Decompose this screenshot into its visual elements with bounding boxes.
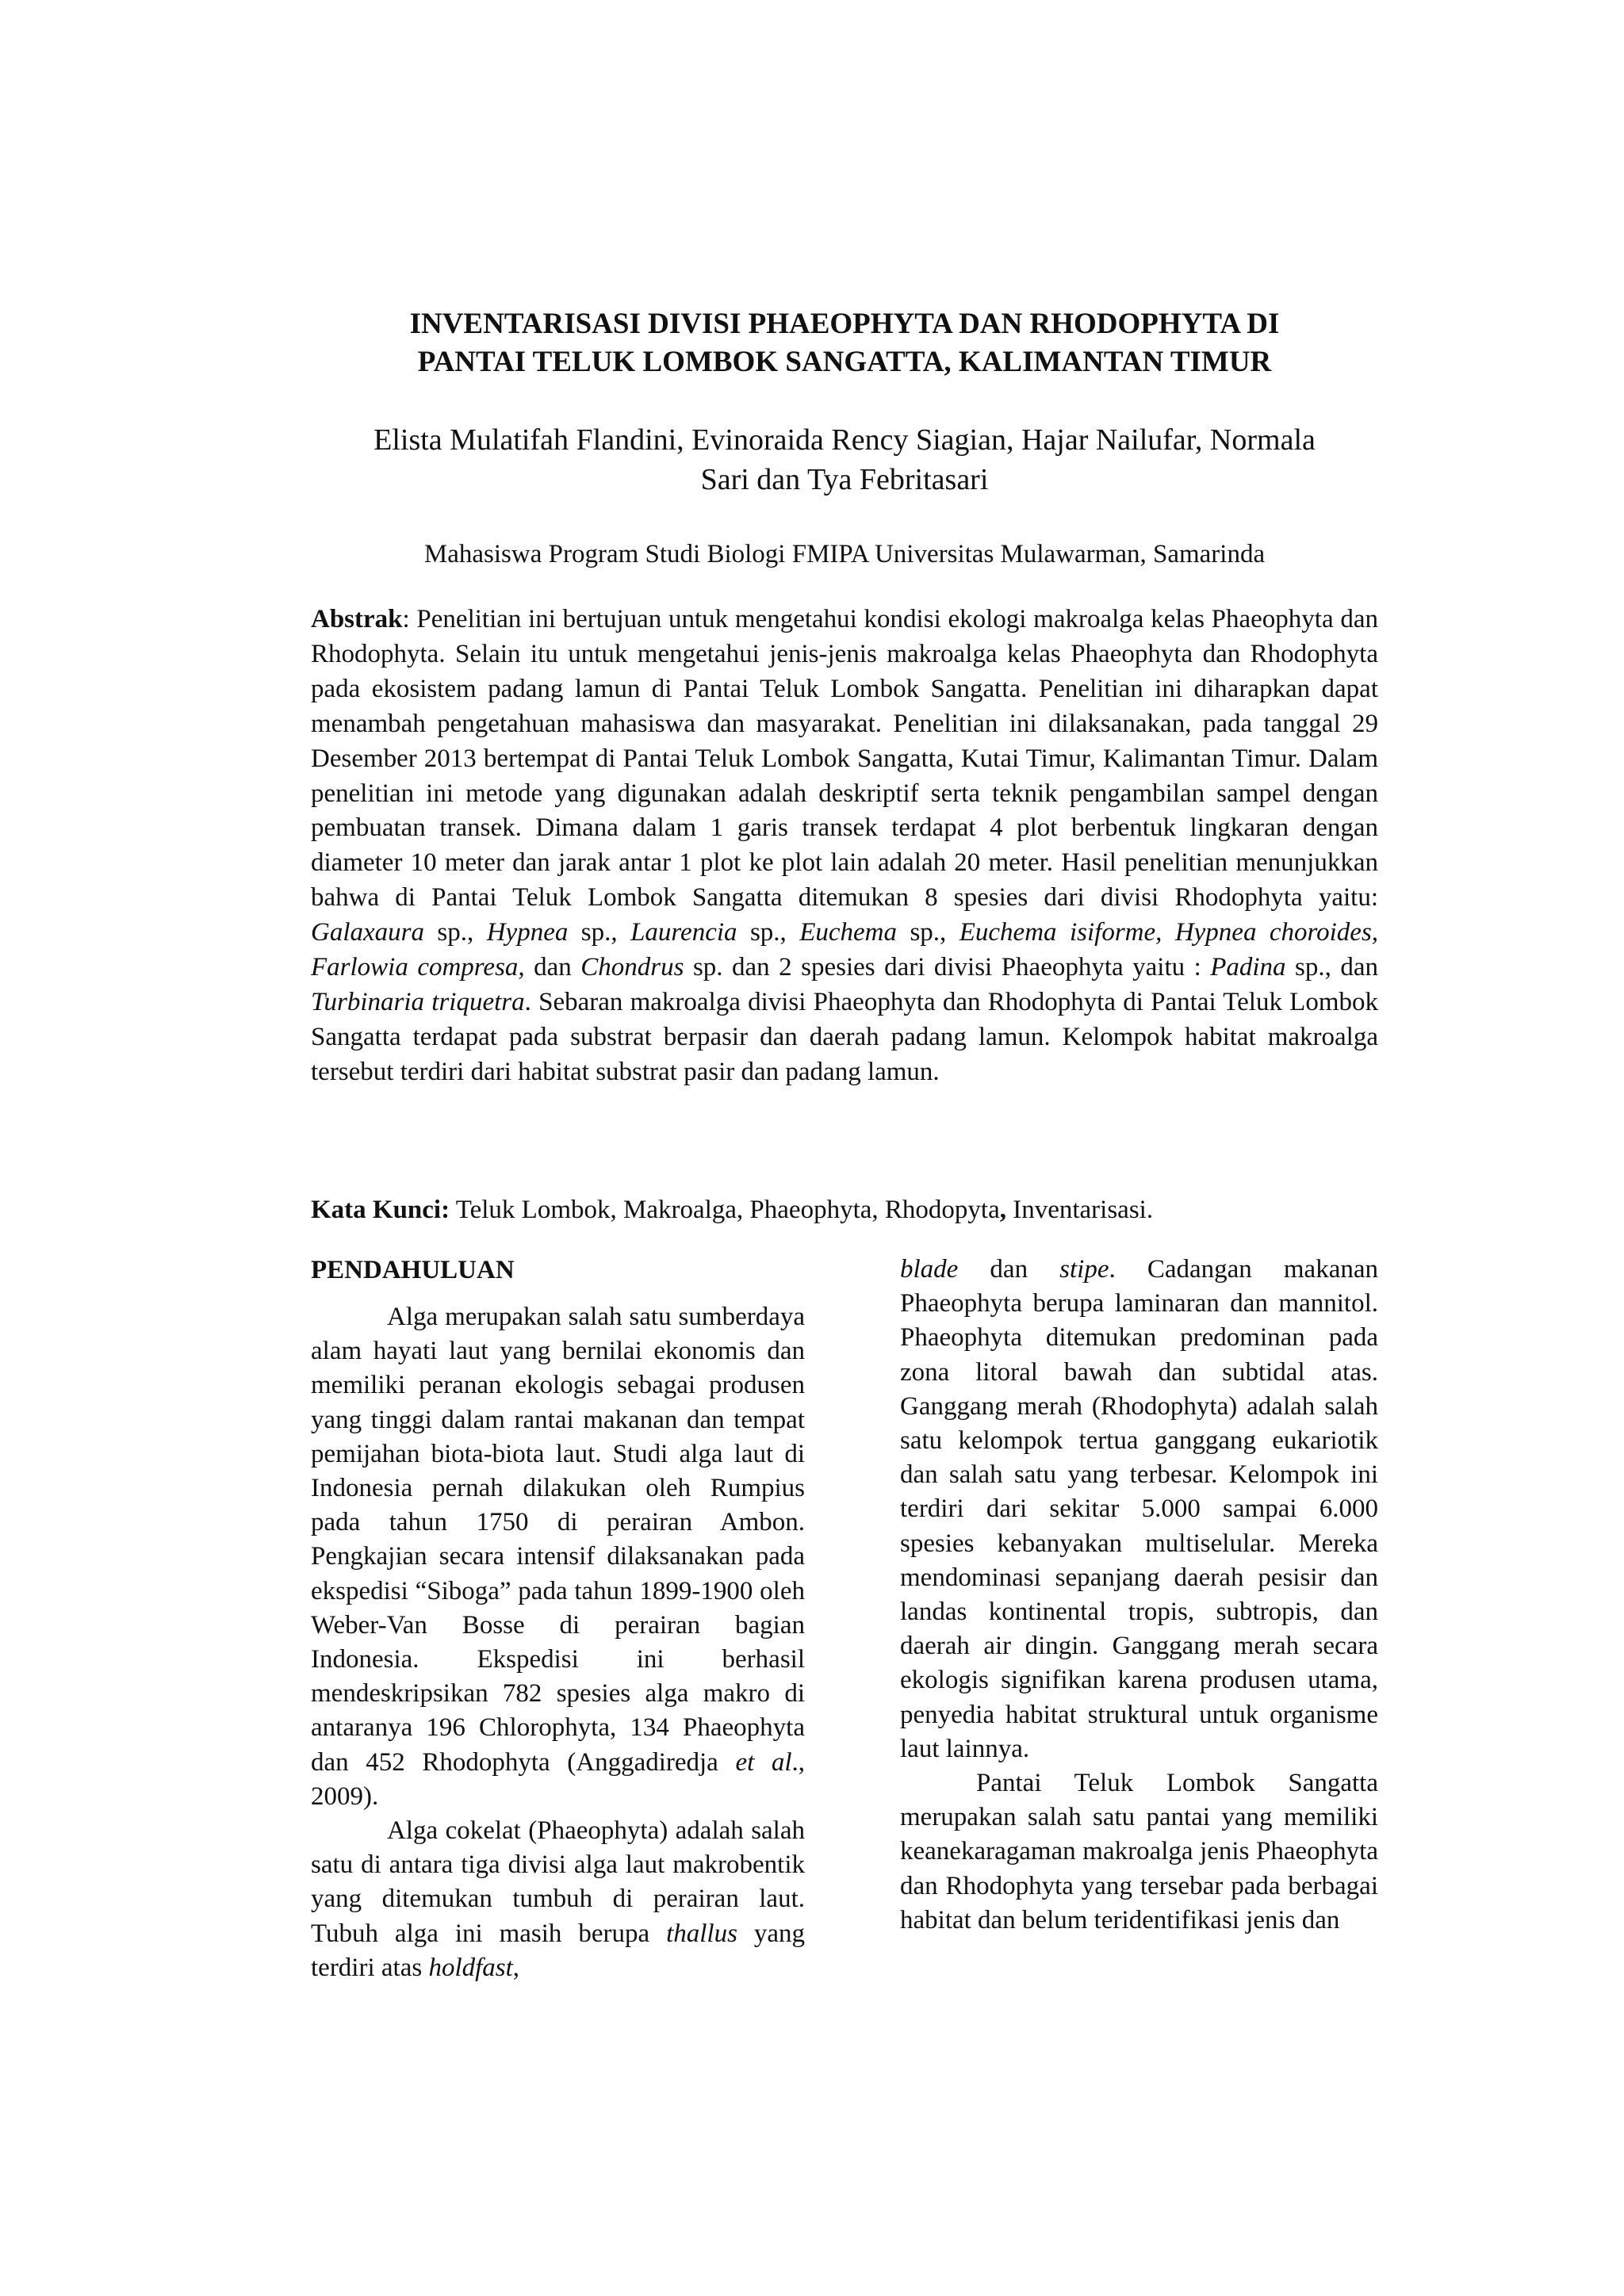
abstract-text-2: sp., (424, 918, 487, 947)
intro-p2-mid: yang terdiri atas (311, 1919, 805, 1982)
abstract-text-6: dan (524, 953, 581, 982)
abstract-text-7: sp. dan 2 spesies dari divisi Phaeophyta yaitu : (684, 953, 1211, 982)
intro-paragraph-3: Pantai Teluk Lombok Sangatta merupakan salah satu pantai yang memiliki keanekaragaman makroalga jenis Phaeophyta dan Rhodophyta yang tersebar pada berbagai habitat dan belum teridentifikasi jenis dan (900, 1769, 1378, 1934)
term-holdfast: holdfast (428, 1953, 513, 1982)
intro-r1-text: . Cadangan makanan Phaeophyta berupa laminaran dan mannitol. Phaeophyta ditemukan predominan pada zona litoral bawah dan subtidal atas. Ganggang merah (Rhodophyta) adalah salah satu kelompok tertua ganggang eukariotik dan salah satu yang terbesar. Kelompok ini terdiri dari sekitar 5.000 sampai 6.000 spesies kebanyakan multiselular. Mereka mendominasi sepanjang daerah pesisir dan landas kontinental tropis, subtropis, dan daerah air dingin. Ganggang merah secara ekologis signifikan karena produsen utama, penyedia habitat struktural untuk organisme laut lainnya. (900, 1255, 1378, 1763)
intro-p1-text: Alga merupakan salah satu sumberdaya alam hayati laut yang bernilai ekonomis dan memiliki peranan ekologis sebagai produsen yang tinggi dalam rantai makanan dan tempat pemijahan biota-biota laut. Studi alga laut di Indonesia pernah dilakukan oleh Rumpius pada tahun 1750 di perairan Ambon. Pengkajian secara intensif dilaksanakan pada ekspedisi “Siboga” pada tahun 1899-1900 oleh Weber-Van Bosse di perairan bagian Indonesia. Ekspedisi ini berhasil mendeskripsikan 782 spesies alga makro di antaranya 196 Chlorophyta, 134 Phaeophyta dan 452 Rhodophyta (Anggadiredja (311, 1303, 805, 1777)
term-thallus: thallus (666, 1919, 737, 1948)
intro-p2-end: , (512, 1953, 520, 1982)
keywords-last: Inventarisasi. (1005, 1196, 1154, 1224)
keywords-label: Kata Kunci: (311, 1196, 450, 1224)
species-euchema: Euchema (799, 918, 898, 947)
abstract-text-1: : Penelitian ini bertujuan untuk mengetahui kondisi ekologi makroalga kelas Phaeophyta dan Rhodophyta. Selain itu untuk mengetahui jenis-jenis makroalga kelas Phaeophyta dan Rhodophyta pada ekosistem padang lamun di Pantai Teluk Lombok Sangatta. Penelitian ini diharapkan dapat menambah pengetahuan mahasiswa dan masyarakat. Penelitian ini dilaksanakan, pada tanggal 29 Desember 2013 bertempat di Pantai Teluk Lombok Sangatta, Kutai Timur, Kalimantan Timur. Dalam penelitian ini metode yang digunakan adalah deskriptif serta teknik pengambilan sampel dengan pembuatan transek. Dimana dalam 1 garis transek terdapat 4 plot berbentuk lingkaran dengan diameter 10 meter dan jarak antar 1 plot ke plot lain adalah 20 meter. Hasil penelitian menunjukkan bahwa di Pantai Teluk Lombok Sangatta ditemukan 8 spesies dari divisi Rhodophyta yaitu: (311, 605, 1378, 913)
abstract-text-5: sp., (897, 918, 959, 947)
authors-line-1: Elista Mulatifah Flandini, Evinoraida Rency Siagian, Hajar Nailufar, Normala (373, 423, 1316, 457)
intro-paragraph-2 (311, 1814, 805, 1985)
species-list-italic: Euchema isiforme, Hypnea choroides, Farlowia compresa, (311, 918, 1379, 982)
term-blade: blade (900, 1255, 959, 1284)
species-hypnea: Hypnea (486, 918, 569, 947)
intro-paragraph-2-continued (900, 1253, 1378, 1766)
abstract (311, 603, 1378, 1090)
abstract-text-4: sp., (737, 918, 800, 947)
species-turbinaria: Turbinaria triquetra (311, 987, 525, 1016)
term-stipe: stipe (1059, 1255, 1109, 1284)
right-column (900, 1253, 1378, 1938)
title-line-1: INVENTARISASI DIVISI PHAEOPHYTA DAN RHODOPHYTA DI (409, 308, 1280, 340)
species-padina: Padina (1210, 953, 1286, 982)
intro-r1-dan: dan (958, 1255, 1060, 1284)
intro-paragraph-1 (311, 1300, 805, 1814)
intro-p2-text: Alga cokelat (Phaeophyta) adalah salah satu di antara tiga divisi alga laut makrobentik yang ditemukan tumbuh di perairan laut. Tubuh alga ini masih berupa (311, 1816, 805, 1948)
keywords-separator: , (999, 1196, 1006, 1224)
left-column (311, 1253, 805, 1985)
abstract-text-3: sp., (568, 918, 631, 947)
author-list (311, 420, 1378, 499)
title-line-2: PANTAI TELUK LOMBOK SANGATTA, KALIMANTAN TIMUR (417, 346, 1272, 378)
abstract-text-9: . Sebaran makroalga divisi Phaeophyta dan Rhodophyta di Pantai Teluk Lombok Sangatta terdapat pada substrat berpasir dan daerah padang lamun. Kelompok habitat makroalga tersebut terdiri dari habitat substrat pasir dan padang lamun. (311, 987, 1379, 1086)
keywords-text: Teluk Lombok, Makroalga, Phaeophyta, Rhodopyta (450, 1196, 1000, 1224)
species-laurencia: Laurencia (630, 918, 737, 947)
section-heading-pendahuluan: PENDAHULUAN (311, 1256, 515, 1284)
paper-title (311, 305, 1378, 381)
species-chondrus: Chondrus (580, 953, 684, 982)
keywords (311, 1192, 1378, 1227)
intro-p1-end: ., 2009). (311, 1747, 806, 1811)
intro-p1-etal: et al (735, 1747, 792, 1777)
authors-line-2: Sari dan Tya Febritasari (700, 463, 989, 496)
abstract-text-8: sp., dan (1285, 953, 1379, 982)
affiliation: Mahasiswa Program Studi Biologi FMIPA Universitas Mulawarman, Samarinda (423, 540, 1266, 568)
species-galaxaura: Galaxaura (311, 918, 424, 947)
abstract-label: Abstrak (311, 605, 403, 633)
